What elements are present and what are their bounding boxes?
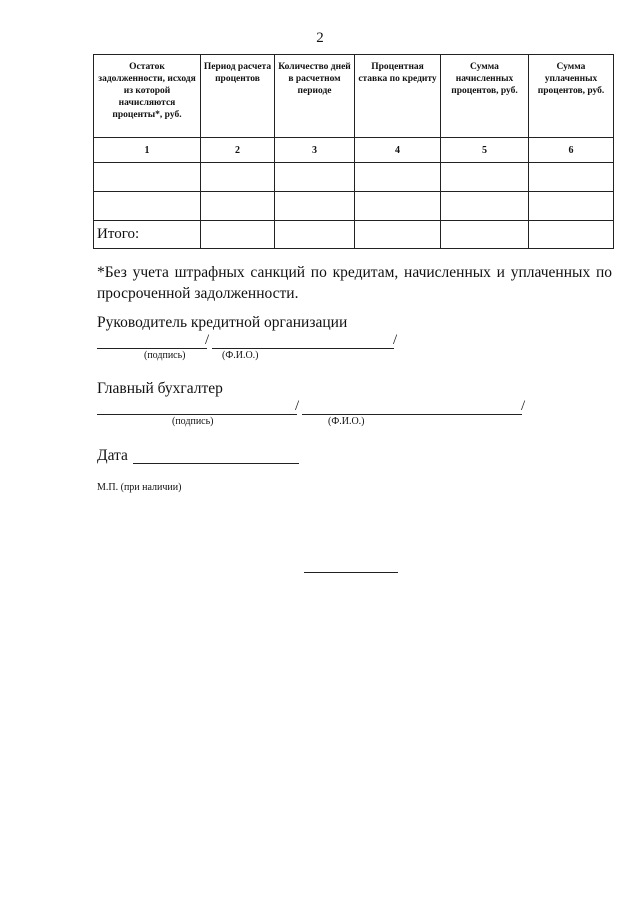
header-cell: Процентная ставка по кредиту [355,55,441,138]
table-row [94,163,614,192]
date-label: Дата [97,447,128,464]
total-label: Итого: [94,221,201,249]
table-cell [529,163,614,192]
head-name-caption: (Ф.И.О.) [222,350,259,361]
accountant-name-caption: (Ф.И.О.) [328,416,365,427]
table-cell [529,192,614,221]
interest-table [93,54,614,249]
table-cell [529,221,614,249]
head-signature-caption: (подпись) [144,350,186,361]
head-slash: / [205,332,210,348]
column-number: 5 [441,138,529,163]
head-title: Руководитель кредитной организации [97,314,348,331]
accountant-name-line [302,414,522,415]
table-cell [94,192,201,221]
total-row [94,221,614,249]
table-cell [275,192,355,221]
accountant-slash: / [295,398,300,414]
table-cell [201,192,275,221]
stamp-note: М.П. (при наличии) [97,482,182,493]
accountant-signature-line [97,414,297,415]
header-cell: Остаток задолженности, исходя из которой начисляются проценты*, руб. [94,55,201,138]
column-number-row [94,138,614,163]
column-number: 4 [355,138,441,163]
table-cell [355,221,441,249]
header-cell: Количество дней в расчетном периоде [275,55,355,138]
table-cell [441,163,529,192]
table-cell [94,163,201,192]
table-cell [355,163,441,192]
header-cell: Сумма начисленных процентов, руб. [441,55,529,138]
head-signature-line [97,348,207,349]
header-row [94,55,614,138]
accountant-slash-end: / [521,398,526,414]
footnote: *Без учета штрафных санкций по кредитам, начисленных и уплаченных по просроченной задолженности. [97,264,612,302]
column-number: 2 [201,138,275,163]
table-cell [201,163,275,192]
table-cell [201,221,275,249]
column-number: 6 [529,138,614,163]
table-row [94,192,614,221]
head-name-line [212,348,394,349]
table-cell [275,163,355,192]
accountant-signature-caption: (подпись) [172,416,214,427]
table-cell [275,221,355,249]
table-cell [441,221,529,249]
accountant-title: Главный бухгалтер [97,380,223,397]
table-cell [441,192,529,221]
column-number: 3 [275,138,355,163]
head-slash-end: / [393,332,398,348]
header-cell: Период расчета процентов [201,55,275,138]
column-number: 1 [94,138,201,163]
end-separator-line [304,572,398,573]
header-cell: Сумма уплаченных процентов, руб. [529,55,614,138]
page-number: 2 [316,30,324,46]
table-cell [355,192,441,221]
date-line [133,463,299,464]
